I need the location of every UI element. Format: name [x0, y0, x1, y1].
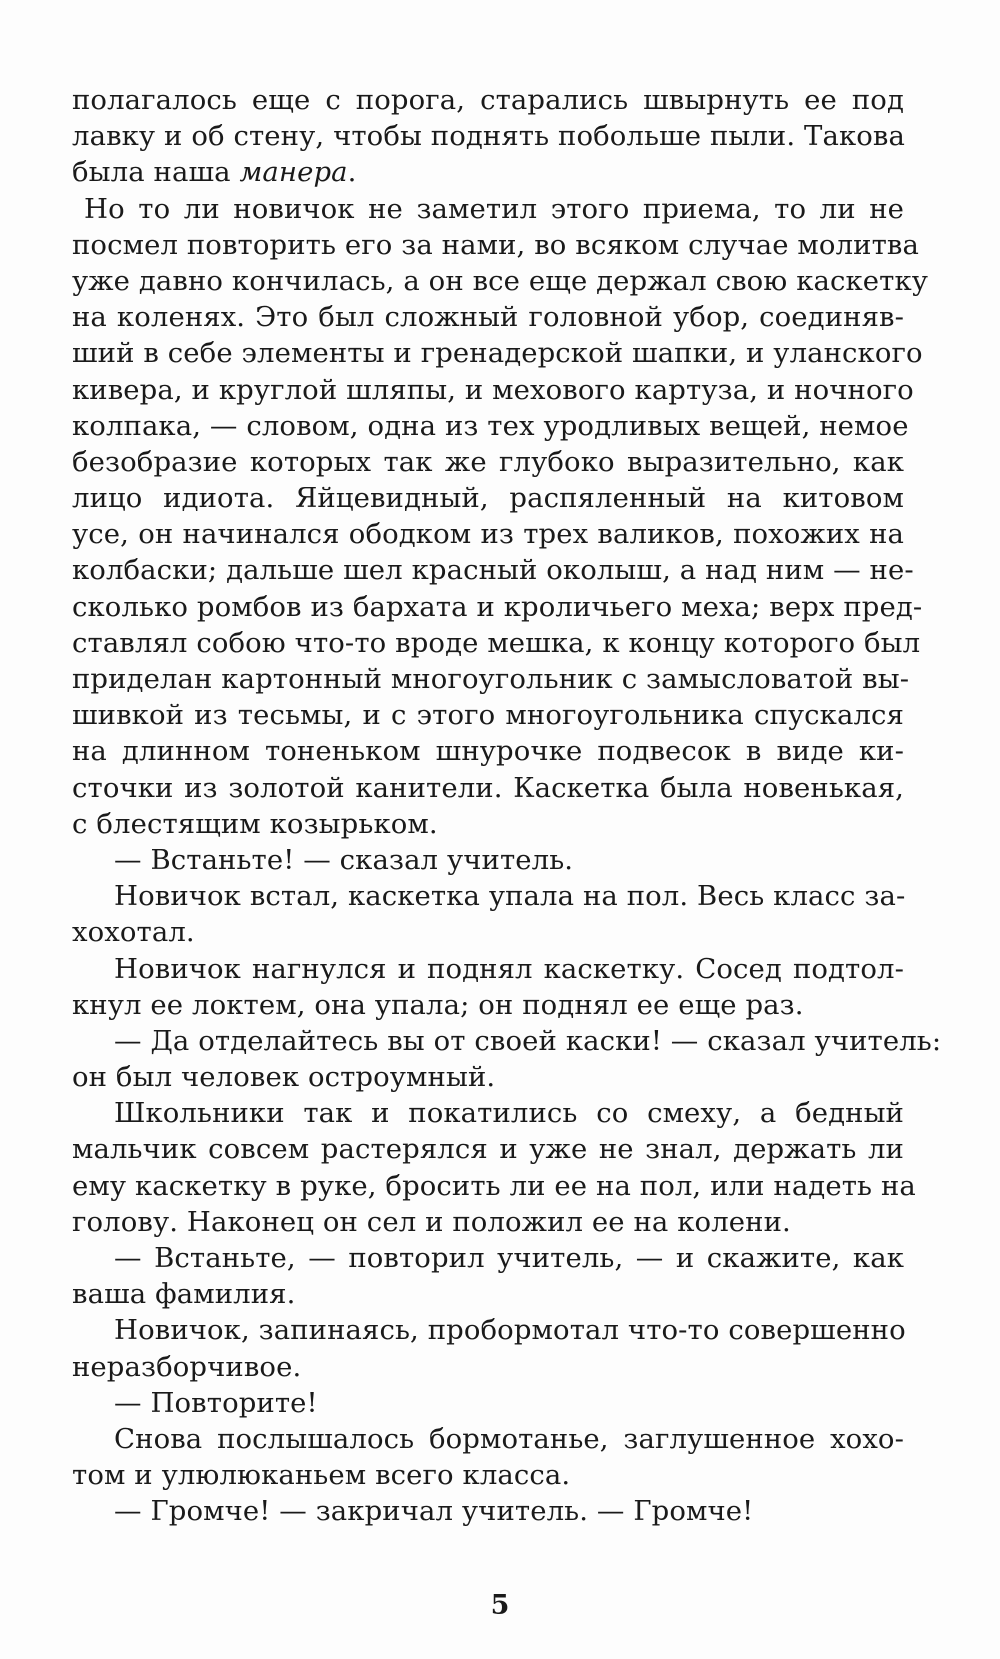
- text-line: — Да отделайтесь вы от своей каски! — сказал учитель:: [114, 1024, 942, 1057]
- text-line: — Встаньте! — сказал учитель.: [114, 843, 574, 876]
- text-line: посмел повторить его за нами, во всяком случае молитва: [72, 228, 919, 261]
- text-line: лицо идиота. Яйцевидный, распяленный на китовом: [72, 482, 904, 515]
- text-line: хохотал.: [72, 916, 195, 949]
- italic-word: манера: [239, 156, 348, 189]
- text-line: ваша фамилия.: [72, 1278, 296, 1311]
- text-line: колпака, — словом, одна из тех уродливых вещей, немое: [72, 409, 909, 442]
- text-line: ставлял собою что-то вроде мешка, к концу которого был: [72, 626, 921, 659]
- text-segment: .: [347, 156, 357, 189]
- text-line: Новичок нагнулся и поднял каскетку. Сосед подтол-: [114, 952, 904, 985]
- text-line: — Громче! — закричал учитель. — Громче!: [114, 1495, 754, 1528]
- text-line: голову. Наконец он сел и положил ее на колени.: [72, 1205, 791, 1238]
- text-line: на длинном тоненьком шнурочке подвесок в виде ки-: [72, 735, 904, 768]
- text-line: усе, он начинался ободком из трех валиков, похожих на: [72, 518, 904, 551]
- text-line: [72, 154, 904, 190]
- text-line: — Повторите!: [114, 1386, 318, 1419]
- text-line: кнул ее локтем, она упала; он поднял ее еще раз.: [72, 988, 804, 1021]
- text-line: Снова послышалось бормотанье, заглушенное хохо-: [114, 1422, 904, 1455]
- text-line: ему каскетку в руке, бросить ли ее на пол, или надеть на: [72, 1169, 916, 1202]
- text-line: Новичок встал, каскетка упала на пол. Весь класс за-: [114, 880, 906, 913]
- text-line: ший в себе элементы и гренадерской шапки, и уланского: [72, 337, 923, 370]
- text-line: полагалось еще с порога, старались швырнуть ее под: [72, 84, 904, 116]
- text-line: Школьники так и покатились со смеху, а бедный: [114, 1097, 904, 1130]
- text-line: сколько ромбов из бархата и кроличьего меха; верх пред-: [72, 590, 923, 623]
- text-line: уже давно кончилась, а он все еще держал свою каскетку: [72, 264, 929, 297]
- text-line: — Встаньте, — повторил учитель, — и скажите, как: [114, 1242, 904, 1274]
- text-line: колбаски; дальше шел красный околыш, а над ним — не-: [72, 554, 914, 587]
- text-line: Но то ли новичок не заметил этого приема, то ли не: [84, 192, 904, 225]
- page-number: 5: [490, 1590, 510, 1621]
- text-line: на коленях. Это был сложный головной убор, соединяв-: [72, 301, 904, 334]
- text-line: шивкой из тесьмы, и с этого многоугольника спускался: [72, 699, 904, 732]
- text-line: неразборчивое.: [72, 1350, 302, 1383]
- text-line: лавку и об стену, чтобы поднять побольше пыли. Такова: [72, 120, 905, 153]
- body-text: [72, 82, 942, 1530]
- text-line: безобразие которых так же глубоко выразительно, как: [72, 445, 904, 478]
- text-line: Новичок, запинаясь, пробормотал что-то совершенно: [114, 1314, 906, 1347]
- text-line: кивера, и круглой шляпы, и мехового картуза, и ночного: [72, 373, 914, 406]
- text-line: приделан картонный многоугольник с замысловатой вы-: [72, 663, 910, 695]
- text-line: мальчик совсем растерялся и уже не знал, держать ли: [72, 1133, 904, 1166]
- text-line: с блестящим козырьком.: [72, 807, 438, 840]
- text-line: том и улюлюканьем всего класса.: [72, 1459, 571, 1492]
- text-segment: была наша: [72, 156, 240, 189]
- text-line: сточки из золотой канители. Каскетка была новенькая,: [72, 771, 904, 804]
- text-line: он был человек остроумный.: [72, 1061, 496, 1094]
